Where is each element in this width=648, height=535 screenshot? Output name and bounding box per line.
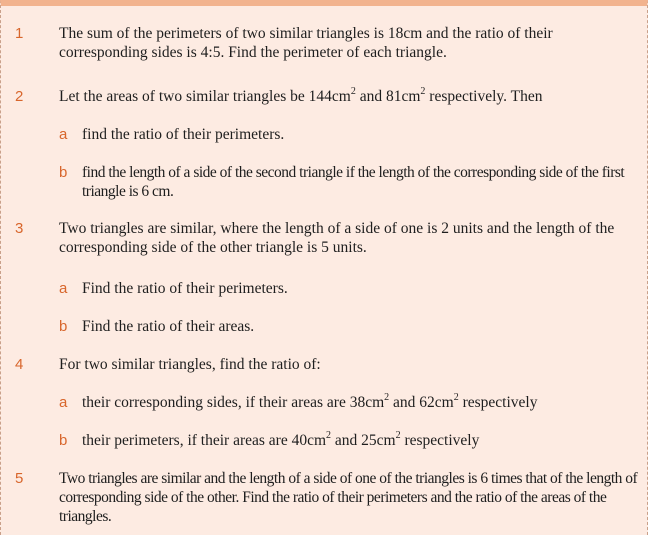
part-text: Find the ratio of their perimeters. — [82, 280, 288, 297]
part-text: find the ratio of their perimeters. — [82, 126, 285, 143]
problem-number: 4 — [15, 356, 24, 373]
problem-text: For two similar triangles, find the ratio of: — [59, 356, 321, 373]
part-text: their corresponding sides, if their areas are $38cm^2$ and $62cm^2$ respectively — [82, 391, 538, 411]
problem-number: 3 — [15, 220, 24, 237]
part-letter: a — [59, 280, 68, 297]
problem-text: Two triangles are similar and the length of a side of one of the triangles is 6 times that of the length of corresponding side of the other. Find the ratio of their perimeters and the ratio of the areas of the triangles. — [59, 470, 638, 525]
problem-text: Let the areas of two similar triangles be $144cm^2$ and $81cm^2$ respectively. Then — [59, 85, 543, 105]
part-text: their perimeters, if their areas are $40cm^2$ and $25cm^2$ respectively — [82, 429, 480, 449]
part-letter: a — [59, 126, 68, 143]
part-text: find the length of a side of the second triangle if the length of the corresponding side of the first triangle is 6 cm. — [82, 164, 625, 200]
part-letter: b — [59, 432, 68, 449]
part-letter: b — [59, 164, 68, 181]
problem-text: Two triangles are similar, where the length of a side of one is 2 units and the length of the corresponding side of the other triangle is 5 units. — [59, 220, 615, 256]
problem-number: 1 — [15, 25, 24, 42]
part-text: Find the ratio of their areas. — [82, 318, 255, 335]
problem-text: The sum of the perimeters of two similar triangles is 18cm and the ratio of their corresponding sides is 4:5. Find the perimeter of each triangle. — [59, 25, 553, 61]
problem-number: 5 — [15, 470, 24, 487]
part-letter: a — [59, 394, 68, 411]
part-letter: b — [59, 318, 68, 335]
problem-number: 2 — [15, 88, 24, 105]
